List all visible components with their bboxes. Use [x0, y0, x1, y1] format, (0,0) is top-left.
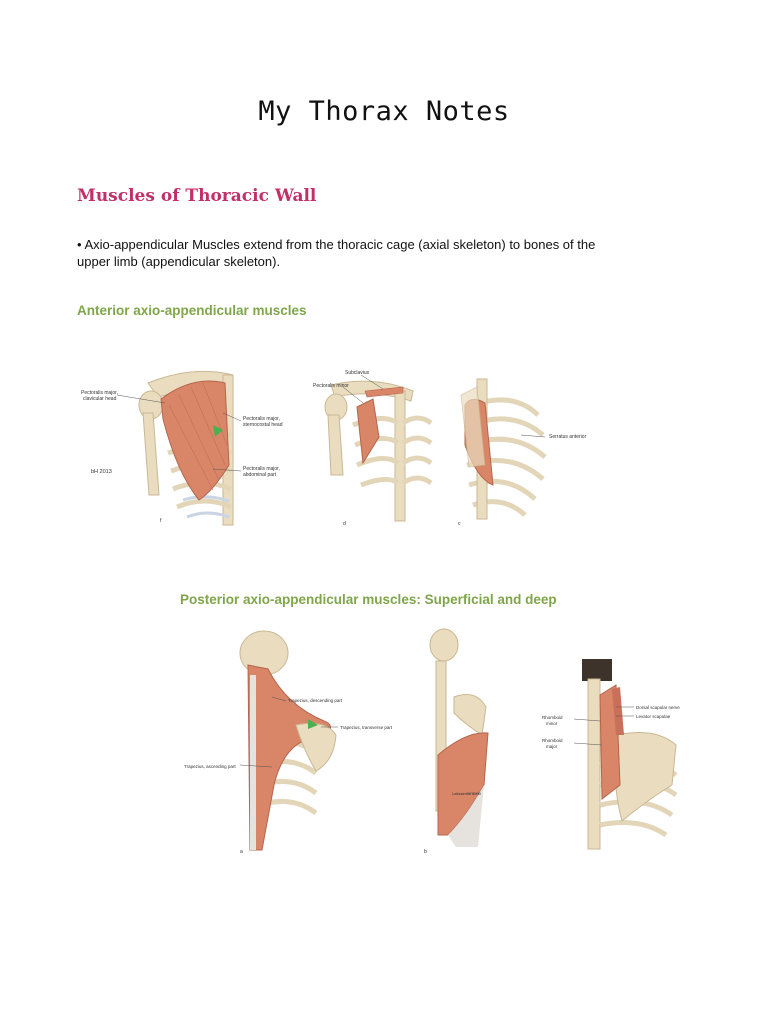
panel-label-f: f: [160, 518, 162, 524]
label-rhomboid-minor-2: minor: [546, 721, 558, 726]
label-rhomboid-major-1: Rhomboid: [542, 738, 563, 743]
label-pm-sternocostal-2: sternocostal head: [243, 422, 283, 428]
label-pectoralis-minor: Pectoralis minor: [313, 383, 349, 389]
page-title: My Thorax Notes: [258, 96, 510, 127]
panel-a-trapezius: [184, 631, 393, 855]
label-pm-abdominal-2: abdominal part: [243, 472, 277, 478]
label-trapezius-ascending: Trapezius, ascending part: [184, 764, 236, 769]
panel-label-a: a: [240, 849, 243, 855]
anterior-muscles-illustration: [73, 295, 591, 535]
label-serratus-anterior: Serratus anterior: [549, 434, 587, 440]
posterior-muscles-figure: [176, 585, 692, 857]
label-trapezius-transverse: Trapezius, transverse part: [340, 725, 393, 730]
anterior-muscles-figure: [73, 295, 591, 535]
panel-d-pectoralis-minor: [313, 370, 431, 527]
label-subclavius: Subclavius: [345, 370, 370, 376]
panel-c-serratus-anterior: [458, 379, 587, 527]
label-pm-sternocostal-1: Pectoralis major,: [243, 416, 280, 422]
panel-f-pectoralis-major: [81, 371, 283, 525]
label-dorsal-scapular-nerve: Dorsal scapular nerve: [636, 705, 680, 710]
label-rhomboid-minor-1: Rhomboid: [542, 715, 563, 720]
posterior-figure-title: Posterior axio-appendicular muscles: Superficial and deep: [180, 592, 557, 607]
anterior-figure-title: Anterior axio-appendicular muscles: [77, 303, 307, 318]
bullet-text: • Axio-appendicular Muscles extend from the thoracic cage (axial skeleton) to bones of the upper limb (appendicular skeleton).: [77, 237, 596, 269]
panel-rhomboids: [542, 659, 680, 849]
panel-label-b: b: [424, 849, 427, 855]
posterior-muscles-illustration: [176, 585, 692, 857]
panel-b-latissimus-dorsi: [424, 629, 488, 855]
label-pm-clavicular-1: Pectoralis major,: [81, 390, 118, 396]
section-heading: Muscles of Thoracic Wall: [77, 186, 317, 206]
panel-label-d: d: [343, 521, 346, 527]
label-pm-clavicular-2: clavicular head: [83, 396, 117, 402]
label-trapezius-descending: Trapezius, descending part: [288, 698, 343, 703]
panel-label-c: c: [458, 521, 461, 527]
label-latissimus-dorsi: Latissimus dorsi: [452, 791, 481, 796]
label-rhomboid-major-2: major: [546, 744, 558, 749]
label-pm-abdominal-1: Pectoralis major,: [243, 466, 280, 472]
label-levator-scapulae: Levator scapulae: [636, 714, 671, 719]
figure-credit: bH 2013: [91, 469, 112, 475]
